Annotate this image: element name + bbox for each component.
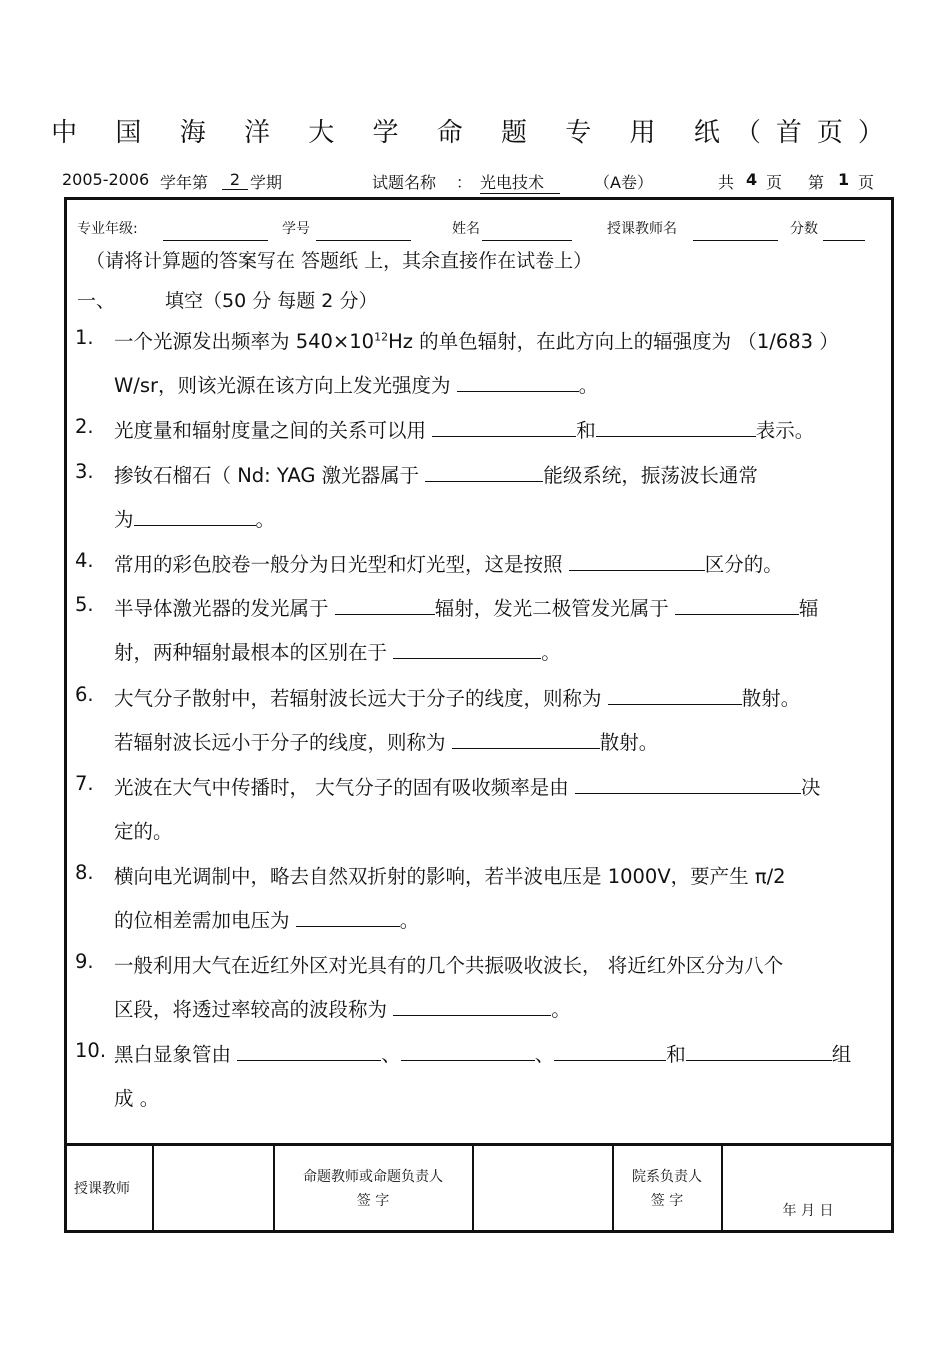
exam-name-label: 试题名称 <box>372 173 437 192</box>
question-text: 。 <box>578 374 599 397</box>
separator: 、 <box>534 1043 555 1066</box>
score-field[interactable] <box>823 240 865 241</box>
question-number: 5. <box>75 593 94 616</box>
question-text: 光波在大气中传播时， 大气分子的固有吸收频率是由 <box>114 776 575 799</box>
answer-blank[interactable] <box>425 463 543 482</box>
answer-blank[interactable] <box>134 507 256 526</box>
answer-blank[interactable] <box>452 730 600 749</box>
question-text: 和 <box>576 419 596 442</box>
answer-blank[interactable] <box>569 552 705 571</box>
academic-year: 2005-2006 <box>62 170 150 189</box>
footer-dept-label: 院系负责人 <box>632 1169 702 1185</box>
answer-blank[interactable] <box>457 373 579 392</box>
question-text: 。 <box>541 641 561 664</box>
answer-blank[interactable] <box>393 640 541 659</box>
teacher-name-label: 授课教师名 <box>607 221 677 237</box>
answer-blank[interactable] <box>554 1042 666 1061</box>
question-text: 黑白显象管由 <box>114 1043 238 1066</box>
question-text: 表示。 <box>755 419 815 442</box>
teacher-name-field[interactable] <box>693 240 778 241</box>
question-number: 1. <box>75 326 94 349</box>
question-number: 2. <box>75 415 94 438</box>
question-text: 能级系统，振荡波长通常 <box>543 464 758 487</box>
section-number: 一、 <box>77 290 116 312</box>
question-text: 散射。 <box>599 731 659 754</box>
page-unit-2: 页 <box>858 173 875 192</box>
question-number: 7. <box>75 772 94 795</box>
question-text: 组 <box>831 1043 852 1066</box>
question-text: 。 <box>399 909 420 932</box>
question-text: W/sr，则该光源在该方向上发光强度为 <box>114 374 457 397</box>
answer-blank[interactable] <box>675 596 799 615</box>
major-year-label: 专业年级: <box>77 221 138 237</box>
question-text: 散射。 <box>741 687 801 710</box>
section-title: 填空（50 分 每题 2 分） <box>165 290 378 312</box>
question-text: 若辐射波长远小于分子的线度，则称为 <box>114 731 452 754</box>
question-text: 横向电光调制中，略去自然双折射的影响，若半波电压是 1000V，要产生 π/2 <box>114 865 786 888</box>
instruction-note: （请将计算题的答案写在 答题纸 上，其余直接作在试卷上） <box>86 250 593 272</box>
question-number: 9. <box>75 950 94 973</box>
question-text: 区分的。 <box>704 553 783 576</box>
student-number-field[interactable] <box>316 240 411 241</box>
proposer-signature-cell[interactable] <box>478 1150 608 1220</box>
question-text: 和 <box>666 1043 686 1066</box>
answer-blank[interactable] <box>401 1042 535 1061</box>
answer-blank[interactable] <box>296 908 400 927</box>
answer-blank[interactable] <box>686 1042 832 1061</box>
question-text: 一般利用大气在近红外区对光具有的几个共振吸收波长， 将近红外区分为八个 <box>114 954 784 977</box>
question-text: 决 <box>800 776 821 799</box>
answer-blank[interactable] <box>237 1042 381 1061</box>
student-name-label: 姓名 <box>452 221 480 237</box>
score-label: 分数 <box>790 221 818 237</box>
student-header <box>77 218 877 242</box>
question-text: 的位相差需加电压为 <box>114 909 296 932</box>
question-number: 3. <box>75 460 94 483</box>
footer-divider <box>152 1143 154 1230</box>
footer-proposer-sign: 签 字 <box>356 1193 390 1209</box>
exam-info-line <box>62 170 892 192</box>
footer-divider <box>273 1143 275 1230</box>
question-number: 8. <box>75 861 94 884</box>
semester-suffix: 学期 <box>250 173 283 192</box>
question-text: 一个光源发出频率为 540×10 <box>114 330 375 353</box>
answer-blank[interactable] <box>596 418 756 437</box>
exponent: 12 <box>374 330 389 344</box>
major-year-field[interactable] <box>163 240 268 241</box>
question-text: 辐射，发光二极管发光属于 <box>434 597 675 620</box>
footer-teacher-label: 授课教师 <box>74 1181 130 1197</box>
page-unit: 页 <box>766 173 783 192</box>
footer-date[interactable]: 年 月 日 <box>782 1203 834 1219</box>
student-number-label: 学号 <box>282 221 310 237</box>
question-text: 光度量和辐射度量之间的关系可以用 <box>114 419 433 442</box>
colon: ： <box>456 173 473 192</box>
footer-dept-sign: 签 字 <box>650 1193 684 1209</box>
question-text: 成 。 <box>114 1087 160 1110</box>
question-text: 掺钕石榴石（ Nd: YAG 激光器属于 <box>114 464 426 487</box>
answer-blank[interactable] <box>432 418 576 437</box>
question-text: 为 <box>114 508 134 531</box>
question-number: 10. <box>75 1039 107 1062</box>
question-text: 定的。 <box>114 820 173 843</box>
student-name-field[interactable] <box>482 240 572 241</box>
question-text: 半导体激光器的发光属于 <box>114 597 335 620</box>
teacher-signature-cell[interactable] <box>160 1150 270 1220</box>
footer-divider <box>721 1143 723 1230</box>
answer-blank[interactable] <box>575 775 801 794</box>
answer-blank[interactable] <box>335 596 435 615</box>
answer-blank[interactable] <box>608 686 742 705</box>
question-text: 大气分子散射中，若辐射波长远大于分子的线度，则称为 <box>114 687 608 710</box>
total-pages-label: 共 <box>718 173 735 192</box>
footer-top-rule <box>64 1143 894 1146</box>
total-pages: 4 <box>746 170 758 189</box>
question-text: 常用的彩色胶卷一般分为日光型和灯光型，这是按照 <box>114 553 569 576</box>
question-text: 区段，将透过率较高的波段称为 <box>114 998 394 1021</box>
footer-divider <box>612 1143 614 1230</box>
page-number: 1 <box>838 170 850 189</box>
semester-number: 2 <box>222 170 248 190</box>
question-number: 4. <box>75 549 94 572</box>
page-title: 中 国 海 洋 大 学 命 题 专 用 纸（首页） <box>51 118 899 148</box>
paper-version: （A卷） <box>594 173 653 192</box>
page-label: 第 <box>808 173 825 192</box>
separator: 、 <box>381 1043 401 1066</box>
question-text: 。 <box>255 508 276 531</box>
question-text: 辐 <box>798 597 819 620</box>
answer-blank[interactable] <box>393 997 551 1016</box>
footer-proposer-label: 命题教师或命题负责人 <box>303 1169 443 1185</box>
exam-name: 光电技术 <box>480 170 560 194</box>
semester-prefix: 学年第 <box>160 173 209 192</box>
question-text: 。 <box>551 998 571 1021</box>
section-heading <box>77 286 377 313</box>
question-number: 6. <box>75 683 94 706</box>
footer-divider <box>472 1143 474 1230</box>
question-text: 射，两种辐射最根本的区别在于 <box>114 641 394 664</box>
question-text: Hz 的单色辐射，在此方向上的辐强度为 （1/683 ） <box>388 330 839 353</box>
